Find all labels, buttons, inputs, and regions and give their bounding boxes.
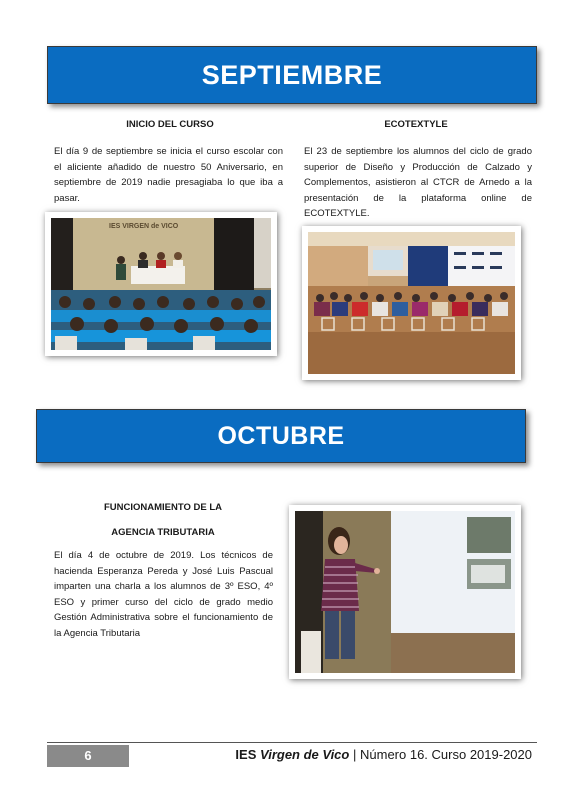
page-number: 6 [47, 745, 129, 767]
agencia-tributaria-heading-line1: FUNCIONAMIENTO DE LA [103, 502, 223, 513]
ies-sign: IES VIRGEN de VICO [109, 223, 179, 230]
ecotextyle-text: El 23 de septiembre los alumnos del ciclo de grado superior de Diseño y Producción de Calzado y Complementos, asistieron al CTCR de Arnedo a la presentación de la plataforma online de ECOTEXTYLE. [304, 146, 532, 219]
inicio-curso-photo [45, 212, 277, 356]
inicio-curso-text: El día 9 de septiembre se inicia el curso escolar con el aliciente añadido de nuestro 50 Aniversario, en septiembre de 2019 nadie presagiaba lo que iba a pasar. [54, 146, 283, 204]
september-banner: SEPTIEMBRE [47, 46, 537, 104]
footer-rule [47, 742, 537, 743]
footer-school-name: Virgen de Vico [260, 747, 350, 762]
footer-publication [235, 747, 532, 762]
inicio-curso-heading: INICIO DEL CURSO [126, 119, 214, 130]
ecotextyle-heading: ECOTEXTYLE [384, 119, 448, 130]
conference-hall-photo-image [308, 232, 515, 374]
agencia-tributaria-heading-line2: AGENCIA TRIBUTARIA [111, 527, 215, 538]
footer-school-prefix: IES [235, 747, 257, 762]
agencia-tributaria-photo [289, 505, 521, 679]
auditorium-photo-image [51, 218, 271, 350]
footer-separator: | [352, 747, 357, 762]
speaker-photo-image [295, 511, 515, 673]
footer-issue: Número 16. Curso 2019-2020 [360, 747, 532, 762]
ecotextyle-photo [302, 226, 521, 380]
agencia-tributaria-text: El día 4 de octubre de 2019. Los técnicos de hacienda Esperanza Pereda y José Luis Pascual imparten una charla a los alumnos de 3º ESO, 4º ESO y primer curso del ciclo de grado medio Gestión Administrativa sobre el funcionamiento de la Agencia Tributaria [54, 550, 273, 639]
october-banner: OCTUBRE [36, 409, 526, 463]
